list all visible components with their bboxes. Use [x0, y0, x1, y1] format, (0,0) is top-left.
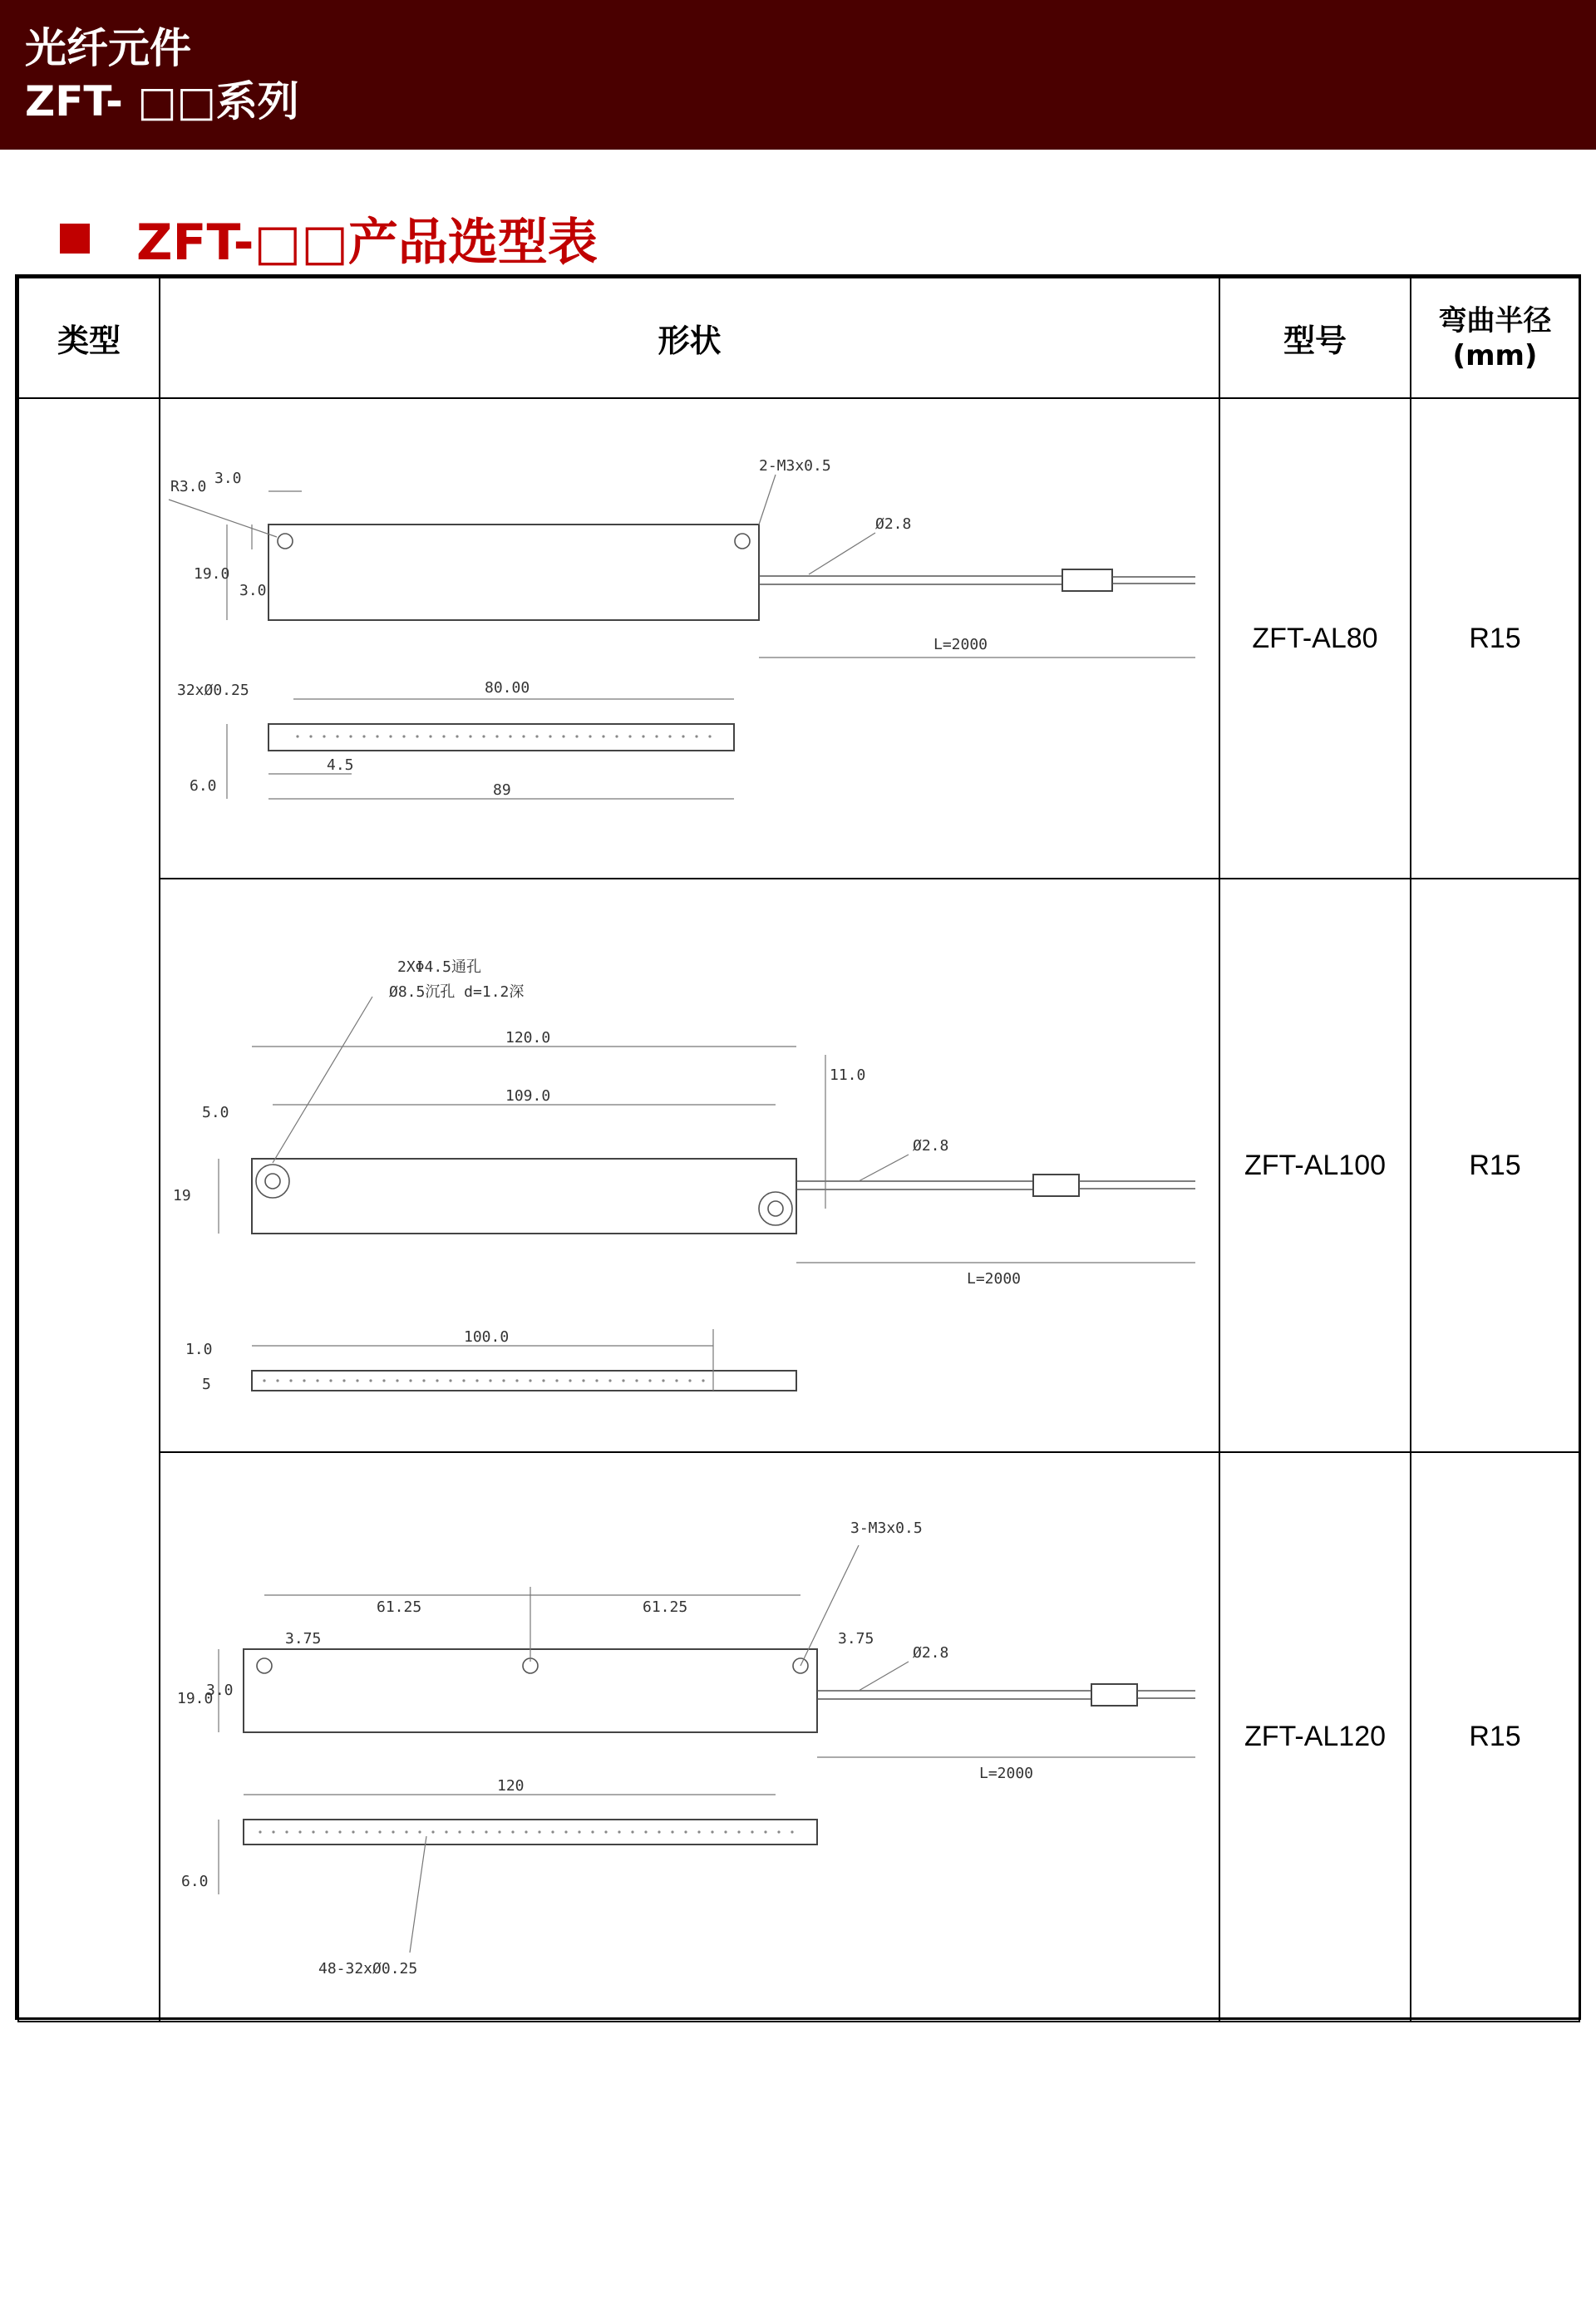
dim-spacing-1: 61.25 [377, 1598, 422, 1616]
fiber-dot [549, 735, 551, 737]
fiber-dot [296, 735, 298, 737]
dim-radius: R3.0 [170, 478, 207, 495]
fiber-dot [555, 1379, 558, 1382]
fiber-dot [684, 1830, 687, 1833]
fiber-dot [349, 735, 352, 737]
fiber-dot [303, 1379, 305, 1382]
fiber-dot [751, 1830, 753, 1833]
dim-width-1: 120.0 [505, 1029, 551, 1047]
fiber-dot [442, 735, 445, 737]
leader-line [169, 500, 277, 537]
fiber-dot [445, 1830, 447, 1833]
table-row [18, 398, 1579, 879]
fiber-dot [272, 1830, 274, 1833]
fiber-dot [628, 735, 631, 737]
dim-width-2: 109.0 [505, 1087, 551, 1105]
shape-drawing-al80 [160, 398, 1219, 879]
dim-width: 120 [497, 1777, 525, 1795]
fiber-dot [618, 1830, 620, 1833]
section-title-text: ZFT-□□产品选型表 [136, 214, 598, 272]
fiber-dot [648, 1379, 651, 1382]
fiber-dot [615, 735, 618, 737]
fiber-dot [564, 1830, 567, 1833]
fiber-dot [724, 1830, 727, 1833]
leader-line [809, 533, 875, 574]
dim-spacing-2: 61.25 [643, 1598, 688, 1616]
fiber-dot [655, 735, 658, 737]
fiber-dot [522, 735, 525, 737]
fiber-dot [569, 1379, 571, 1382]
fiber-dot [285, 1830, 288, 1833]
header-type: 类型 [18, 278, 160, 398]
fiber-dot [502, 1379, 505, 1382]
housing-side-view [252, 1371, 796, 1391]
fiber-dot [525, 1830, 527, 1833]
housing-side-view [244, 1820, 817, 1844]
dim-fiber-diameter: Ø2.8 [875, 515, 912, 533]
fiber-dot [389, 735, 392, 737]
shape-drawing-al120 [160, 1452, 1219, 2022]
fiber-dot [362, 735, 365, 737]
dim-pitch: 4.5 [327, 756, 354, 774]
fiber-dot [737, 1830, 740, 1833]
fiber-dot [456, 735, 458, 737]
leader-line [800, 1545, 859, 1666]
fiber-dot [671, 1830, 673, 1833]
dim-fiber-diameter: Ø2.8 [913, 1137, 949, 1155]
header-radius-label: 弯曲半径 [1438, 303, 1552, 337]
fiber-dot [329, 1379, 332, 1382]
fiber-dot [418, 1830, 421, 1833]
fiber-dot [631, 1830, 633, 1833]
fiber-dot [259, 1830, 261, 1833]
fiber-dot [312, 1830, 314, 1833]
fiber-dot [471, 1830, 474, 1833]
fiber-dot [777, 1830, 780, 1833]
page-header [0, 0, 1596, 150]
dim-fiber-diameter: Ø2.8 [913, 1644, 949, 1662]
fiber-dot [422, 1379, 425, 1382]
fiber-dot [402, 735, 405, 737]
fiber-dot [298, 1830, 301, 1833]
fiber-dot [449, 1379, 451, 1382]
fiber-dot [405, 1830, 407, 1833]
product-selection-table [15, 274, 1581, 2020]
housing-top-view [252, 1159, 796, 1234]
fiber-dot [515, 1379, 518, 1382]
fiber-dot [791, 1830, 793, 1833]
fiber-dot [276, 1379, 278, 1382]
dim-length: L=2000 [967, 1270, 1022, 1288]
fiber-dot [462, 1379, 465, 1382]
fiber-dot [708, 735, 711, 737]
dim-thickness: 6.0 [181, 1873, 209, 1890]
section-title [60, 201, 598, 276]
dim-offset-2: 11.0 [830, 1066, 866, 1084]
fiber-connector [1091, 1684, 1137, 1706]
fiber-array [259, 1830, 793, 1833]
dim-thickness: 6.0 [190, 777, 217, 795]
fiber-dot [376, 735, 378, 737]
fiber-dot [378, 1830, 381, 1833]
header-series: ZFT- □□系列 [25, 77, 299, 126]
fiber-dot [589, 735, 591, 737]
fiber-dot [416, 735, 418, 737]
fiber-dot [608, 1379, 611, 1382]
fiber-dot [409, 1379, 411, 1382]
shape-drawing-al100 [160, 879, 1219, 1452]
model-cell: ZFT-AL120 [1219, 1452, 1411, 2022]
type-cell [18, 398, 160, 2022]
radius-cell: R15 [1411, 879, 1579, 1452]
fiber-dot [325, 1830, 328, 1833]
header-radius [1411, 278, 1579, 398]
header-shape: 形状 [160, 278, 1219, 398]
fiber-dot [482, 735, 485, 737]
model-cell: ZFT-AL100 [1219, 879, 1411, 1452]
dim-offset: 5.0 [202, 1104, 229, 1121]
fiber-dot [382, 1379, 385, 1382]
fiber-dot [436, 1379, 438, 1382]
fiber-dot [509, 735, 511, 737]
fiber-dot [578, 1830, 580, 1833]
fiber-dot [352, 1830, 354, 1833]
fiber-dot [323, 735, 325, 737]
table-row [18, 1452, 1579, 2022]
fiber-dot [485, 1830, 487, 1833]
dim-width-3: 100.0 [464, 1328, 510, 1346]
fiber-dot [562, 735, 564, 737]
dim-through-hole: 2XΦ4.5通孔 [397, 958, 482, 976]
fiber-dot [511, 1830, 514, 1833]
dim-length: L=2000 [979, 1765, 1034, 1782]
fiber-dot [475, 1379, 478, 1382]
fiber-dot [338, 1830, 341, 1833]
table-header-row [18, 278, 1579, 398]
dim-height: 19.0 [194, 565, 230, 583]
fiber-dot [658, 1830, 660, 1833]
dim-thickness-2: 5 [202, 1376, 211, 1393]
fiber-dot [431, 1830, 434, 1833]
drawing-al120 [160, 1454, 1216, 2020]
fiber-dot [356, 1379, 358, 1382]
dim-edge: 3.0 [214, 470, 242, 487]
radius-cell: R15 [1411, 1452, 1579, 2022]
header-model: 型号 [1219, 278, 1411, 398]
model-cell: ZFT-AL80 [1219, 398, 1411, 879]
dim-height: 19 [173, 1187, 191, 1204]
fiber-connector [1033, 1175, 1079, 1196]
fiber-dot [535, 735, 538, 737]
fiber-dot [489, 1379, 491, 1382]
square-bullet-icon [60, 224, 90, 254]
fiber-dot [289, 1379, 292, 1382]
dim-thickness-1: 1.0 [185, 1341, 213, 1358]
fiber-dot [697, 1830, 700, 1833]
table-row [18, 879, 1579, 1452]
fiber-dot [602, 735, 604, 737]
fiber-dot [538, 1830, 540, 1833]
fiber-dot [575, 735, 578, 737]
dim-hole: 3-M3x0.5 [850, 1519, 923, 1537]
radius-cell: R15 [1411, 398, 1579, 879]
drawing-al80 [160, 400, 1216, 877]
fiber-dot [702, 1379, 704, 1382]
fiber-dot [695, 735, 697, 737]
fiber-dot [711, 1830, 713, 1833]
fiber-dot [764, 1830, 766, 1833]
dim-width-2: 89 [493, 781, 511, 799]
fiber-dot [458, 1830, 461, 1833]
fiber-dot [316, 1379, 318, 1382]
fiber-dot [498, 1830, 500, 1833]
leader-line [410, 1836, 426, 1953]
fiber-dot [668, 735, 671, 737]
dim-fiber-count: 48-32xØ0.25 [318, 1960, 418, 1977]
fiber-dot [469, 735, 471, 737]
fiber-dot [604, 1830, 607, 1833]
fiber-dot [688, 1379, 691, 1382]
fiber-connector [1062, 569, 1112, 591]
dim-edge-2: 3.75 [838, 1630, 874, 1647]
drawing-al100 [160, 880, 1216, 1450]
fiber-dot [551, 1830, 554, 1833]
housing-top-view [268, 525, 759, 620]
leader-line [859, 1155, 909, 1181]
fiber-dot [622, 1379, 624, 1382]
leader-line [273, 997, 372, 1163]
fiber-dot [396, 1379, 398, 1382]
fiber-dot [495, 735, 498, 737]
fiber-dot [342, 1379, 345, 1382]
fiber-dot [263, 1379, 265, 1382]
leader-line [759, 475, 776, 525]
fiber-dot [642, 735, 644, 737]
header-category: 光纤元件 [25, 24, 191, 72]
dim-hole: 2-M3x0.5 [759, 457, 831, 475]
dim-edge-1: 3.75 [285, 1630, 322, 1647]
fiber-dot [369, 1379, 372, 1382]
leader-line [859, 1662, 909, 1691]
fiber-dot [309, 735, 312, 737]
dim-countersink: Ø8.5沉孔 d=1.2深 [389, 983, 525, 1001]
dim-fiber-count: 32xØ0.25 [177, 682, 249, 699]
dim-height-offset: 3.0 [239, 582, 267, 599]
fiber-dot [582, 1379, 584, 1382]
dim-width-1: 80.00 [485, 679, 530, 697]
dim-height: 19.0 [177, 1690, 214, 1707]
fiber-dot [682, 735, 684, 737]
dim-height-offset: 3.0 [206, 1682, 234, 1699]
fiber-dot [529, 1379, 531, 1382]
dim-length: L=2000 [933, 636, 988, 653]
fiber-dot [336, 735, 338, 737]
fiber-dot [595, 1379, 598, 1382]
fiber-dot [392, 1830, 394, 1833]
fiber-dot [662, 1379, 664, 1382]
fiber-dot [591, 1830, 594, 1833]
fiber-dot [365, 1830, 367, 1833]
fiber-dot [675, 1379, 677, 1382]
fiber-dot [429, 735, 431, 737]
fiber-dot [644, 1830, 647, 1833]
fiber-dot [635, 1379, 638, 1382]
header-radius-unit: (mm) [1452, 338, 1538, 372]
fiber-dot [542, 1379, 544, 1382]
